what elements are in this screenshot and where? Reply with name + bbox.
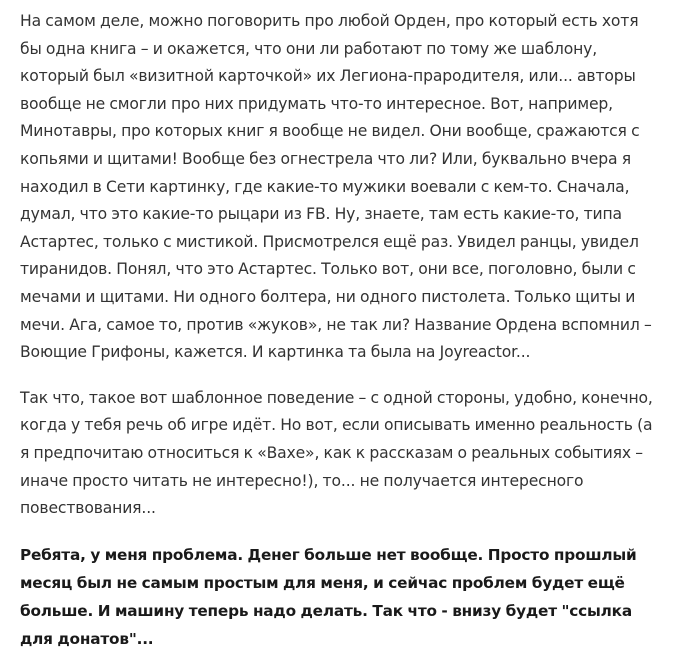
paragraph-template-behavior: Так что, такое вот шаблонное поведение – с одной стороны, удобно, конечно, когда у тебя речь об игре идёт. Но вот, если описывать именно реальность (а я предпочитаю относиться к «Вахе», как к рассказам о реальных событиях –иначе просто читать не интересно!), то... не получается интересного повествования... <box>20 388 653 518</box>
paragraph-donation-appeal: Ребята, у меня проблема. Денег больше нет вообще. Просто прошлый месяц был не самым простым для меня, и сейчас проблем будет ещё больше. И машину теперь надо делать. Так что - внизу будет "ссылка для донатов"... <box>20 545 637 648</box>
paragraph-orders: На самом деле, можно поговорить про любой Орден, про который есть хотя бы одна книга – и окажется, что они ли работают по тому же шаблону, который был «визитной карточкой» их Легиона-прародителя, или... авторы вообще не смогли про них придумать что-то интересное. Вот, например, Минотавры, про которых книг я вообще не видел. Они вообще, сражаются с копьями и щитами! Вообще без огнестрела что ли? Или, буквально вчера я находил в Сети картинку, где какие-то мужики воевали с кем-то. Сначала, думал, что это какие-то рыцари из FB. Ну, знаете, там есть какие-то, типа Астартес, только с мистикой. Присмотрелся ещё раз. Увидел ранцы, увидел тиранидов. Понял, что это Астартес. Только вот, они все, поголовно, были с мечами и щитами. Ни одного болтера, ни одного пистолета. Только щиты и мечи. Ага, самое то, против «жуков», не так ли? Название Ордена вспомнил – Воющие Грифоны, кажется. И картинка та была на Joyreactor... <box>20 12 652 362</box>
article-body <box>20 8 660 653</box>
